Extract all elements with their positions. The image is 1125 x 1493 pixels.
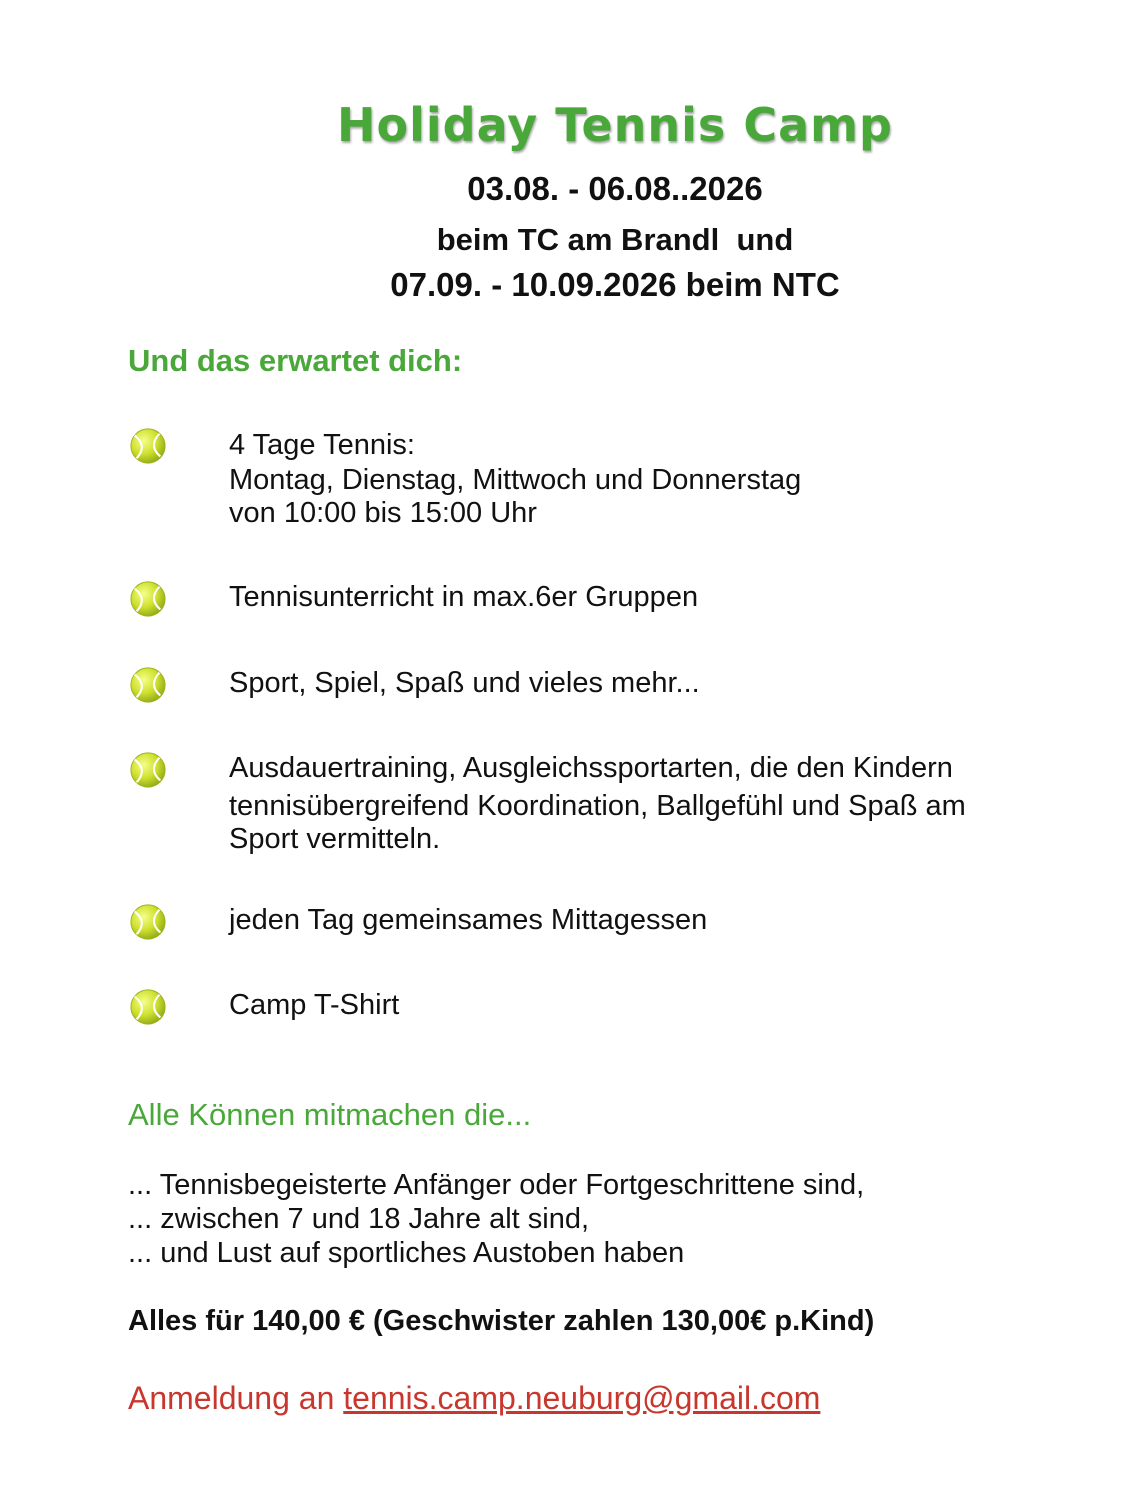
tennis-ball-icon: [129, 427, 167, 465]
list-item: [229, 988, 1069, 1023]
item-line: 4 Tage Tennis:: [229, 429, 415, 461]
tennis-ball-icon: [129, 751, 167, 789]
condition-line: ... Tennisbegeisterte Anfänger oder Fortgeschrittene sind,: [128, 1169, 865, 1201]
list-item: [229, 666, 1069, 701]
item-line: jeden Tag gemeinsames Mittagessen: [229, 904, 708, 936]
tennis-ball-icon: [129, 666, 167, 704]
item-line: Camp T-Shirt: [229, 989, 400, 1021]
signup-label: Anmeldung an: [128, 1380, 344, 1416]
date-range-2: 07.09. - 10.09.2026 beim NTC: [390, 266, 840, 303]
signup-line: [128, 1380, 820, 1417]
conditions-list: [128, 1168, 864, 1270]
item-line: Montag, Dienstag, Mittwoch und Donnerstag: [229, 464, 802, 496]
list-item: [229, 580, 1069, 615]
tennis-ball-icon: [129, 580, 167, 618]
date-range-1: 03.08. - 06.08..2026: [467, 170, 763, 207]
page-title: Holiday Tennis Camp: [337, 98, 893, 152]
signup-email-link[interactable]: tennis.camp.neuburg@gmail.com: [343, 1380, 821, 1416]
list-item: [229, 428, 1069, 531]
venue-line-1: beim TC am Brandl und: [436, 222, 794, 257]
item-line: von 10:00 bis 15:00 Uhr: [229, 497, 537, 529]
item-line: Tennisunterricht in max.6er Gruppen: [229, 581, 699, 613]
who-heading: Alle Können mitmachen die...: [128, 1097, 532, 1132]
condition-line: ... zwischen 7 und 18 Jahre alt sind,: [128, 1203, 590, 1235]
list-item: [229, 903, 1069, 938]
condition-line: ... und Lust auf sportliches Austoben haben: [128, 1237, 685, 1269]
tennis-ball-icon: [129, 903, 167, 941]
list-item: [229, 751, 1069, 857]
item-line: Sport vermitteln.: [229, 823, 441, 855]
item-line: tennisübergreifend Koordination, Ballgefühl und Spaß am: [229, 790, 966, 822]
item-line: Sport, Spiel, Spaß und vieles mehr...: [229, 667, 700, 699]
item-line: Ausdauertraining, Ausgleichssportarten, die den Kindern: [229, 752, 953, 784]
price-info: Alles für 140,00 € (Geschwister zahlen 130,00€ p.Kind): [128, 1305, 875, 1337]
tennis-ball-icon: [129, 988, 167, 1026]
expect-heading: Und das erwartet dich:: [128, 343, 463, 378]
